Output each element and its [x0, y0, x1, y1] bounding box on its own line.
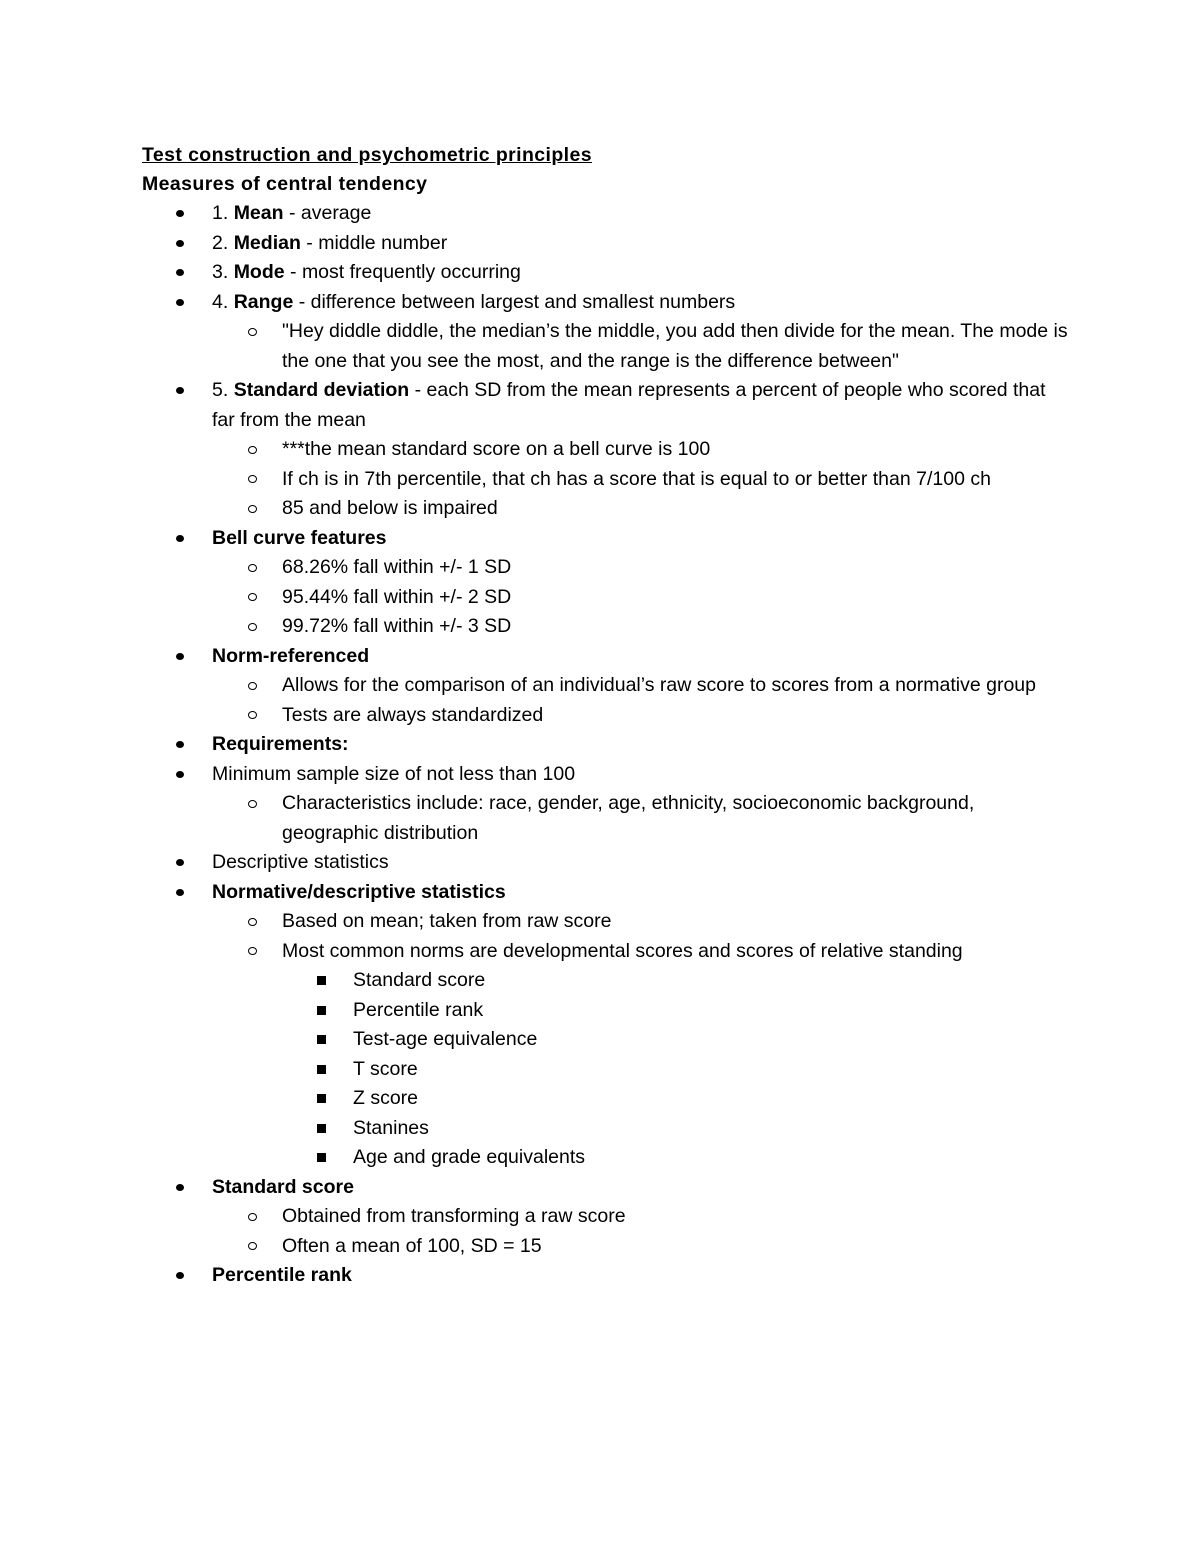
bullet-disc-icon — [176, 199, 184, 229]
bullet-disc-icon — [176, 642, 184, 672]
list-item-level-2 — [142, 494, 1072, 524]
bullet-circle-icon — [248, 701, 257, 731]
bullet-circle-icon — [248, 937, 257, 967]
bullet-circle-icon — [248, 583, 257, 613]
bullet-square-icon — [317, 966, 326, 996]
bullet-square-icon — [317, 1143, 326, 1173]
list-item-level-3 — [142, 1055, 1072, 1085]
item-number: 5. — [212, 379, 234, 401]
list-item-level-1 — [142, 524, 1072, 554]
bullet-disc-icon — [176, 1261, 184, 1291]
item-term: Range — [233, 290, 294, 313]
item-text: Stanines — [353, 1116, 429, 1139]
item-text: Percentile rank — [353, 998, 484, 1021]
list-item-level-1 — [142, 288, 1072, 318]
bullet-disc-icon — [176, 1173, 184, 1203]
bullet-circle-icon — [248, 317, 257, 347]
list-item-level-2 — [142, 435, 1072, 465]
list-item-level-1 — [142, 642, 1072, 672]
item-term: Mean — [233, 202, 284, 224]
list-item-level-1 — [142, 1173, 1072, 1203]
bullet-circle-icon — [248, 1202, 257, 1232]
item-term: Median — [233, 231, 301, 254]
list-item-level-2 — [142, 789, 1072, 848]
list-item-level-2 — [142, 1202, 1072, 1232]
bullet-circle-icon — [248, 907, 257, 937]
list-item-level-2 — [142, 907, 1072, 937]
item-text: Age and grade equivalents — [353, 1146, 586, 1168]
bullet-disc-icon — [176, 730, 184, 760]
item-text: If ch is in 7th percentile, that ch has a score that is equal to or better than 7/100 ch — [282, 467, 991, 490]
document-page — [142, 141, 1072, 1291]
item-text: Based on mean; taken from raw score — [282, 910, 612, 932]
item-text: Characteristics include: race, gender, age, ethnicity, socioeconomic background, geographic distribution — [282, 792, 975, 844]
item-term: Standard score — [212, 1175, 354, 1198]
item-term: Requirements: — [212, 733, 349, 755]
list-item-level-2 — [142, 317, 1072, 376]
item-text: - difference between largest and smallest numbers — [293, 290, 736, 313]
list-item-level-1 — [142, 229, 1072, 259]
list-item-level-2 — [142, 701, 1072, 731]
item-number: 3. — [212, 261, 234, 283]
item-text: - middle number — [300, 231, 448, 254]
bullet-disc-icon — [176, 288, 184, 318]
item-text: - average — [283, 202, 372, 224]
list-item-level-1 — [142, 878, 1072, 908]
section-heading: Measures of central tendency — [142, 173, 428, 195]
bullet-disc-icon — [176, 760, 184, 790]
list-item-level-3 — [142, 1084, 1072, 1114]
bullet-disc-icon — [176, 376, 184, 406]
item-text: "Hey diddle diddle, the median’s the middle, you add then divide for the mean. The mode is the one that you see the most, and the range is the difference between" — [282, 320, 1068, 372]
list-item-level-3 — [142, 1143, 1072, 1173]
item-text: 95.44% fall within +/- 2 SD — [282, 585, 512, 608]
item-text: 68.26% fall within +/- 1 SD — [282, 556, 512, 578]
item-text: Tests are always standardized — [282, 703, 544, 726]
item-term: Standard deviation — [233, 379, 410, 401]
item-term: Percentile rank — [212, 1264, 352, 1286]
list-item-level-2 — [142, 583, 1072, 613]
list-item-level-2 — [142, 1232, 1072, 1262]
item-term: Normative/descriptive statistics — [212, 880, 506, 903]
bullet-circle-icon — [248, 789, 257, 819]
list-item-level-3 — [142, 1114, 1072, 1144]
list-item-level-2 — [142, 937, 1072, 967]
list-item-level-3 — [142, 996, 1072, 1026]
list-item-level-2 — [142, 612, 1072, 642]
document-title: Test construction and psychometric principles — [142, 144, 592, 166]
item-text: Most common norms are developmental scores and scores of relative standing — [282, 939, 963, 962]
bullet-disc-icon — [176, 848, 184, 878]
item-text: - most frequently occurring — [284, 261, 521, 283]
item-text: Test-age equivalence — [353, 1028, 538, 1050]
list-item-level-2 — [142, 671, 1072, 701]
list-item-level-1 — [142, 730, 1072, 760]
list-item-level-2 — [142, 553, 1072, 583]
bullet-list — [142, 199, 1072, 1291]
list-item-level-2 — [142, 465, 1072, 495]
bullet-circle-icon — [248, 1232, 257, 1262]
list-item-level-1 — [142, 760, 1072, 790]
item-text: Allows for the comparison of an individual’s raw score to scores from a normative group — [282, 674, 1036, 696]
bullet-circle-icon — [248, 465, 257, 495]
list-item-level-1 — [142, 848, 1072, 878]
bullet-disc-icon — [176, 878, 184, 908]
item-text: Standard score — [353, 969, 486, 991]
item-text: Descriptive statistics — [212, 851, 389, 873]
list-item-level-1 — [142, 376, 1072, 435]
item-text: Often a mean of 100, SD = 15 — [282, 1234, 542, 1257]
bullet-disc-icon — [176, 524, 184, 554]
bullet-circle-icon — [248, 612, 257, 642]
bullet-circle-icon — [248, 435, 257, 465]
item-text: Obtained from transforming a raw score — [282, 1205, 626, 1227]
item-text: 85 and below is impaired — [282, 497, 498, 519]
item-text: Minimum sample size of not less than 100 — [212, 762, 576, 785]
item-term: Norm-referenced — [212, 644, 370, 667]
list-item-level-3 — [142, 1025, 1072, 1055]
item-text: T score — [353, 1057, 418, 1080]
bullet-disc-icon — [176, 229, 184, 259]
bullet-square-icon — [317, 1055, 326, 1085]
list-item-level-1 — [142, 258, 1072, 288]
list-item-level-1 — [142, 199, 1072, 229]
item-number: 2. — [212, 231, 234, 254]
bullet-circle-icon — [248, 553, 257, 583]
item-term: Bell curve features — [212, 526, 387, 549]
list-item-level-3 — [142, 966, 1072, 996]
list-item-level-1 — [142, 1261, 1072, 1291]
bullet-square-icon — [317, 1084, 326, 1114]
bullet-square-icon — [317, 1025, 326, 1055]
bullet-circle-icon — [248, 671, 257, 701]
bullet-square-icon — [317, 1114, 326, 1144]
item-term: Mode — [233, 261, 285, 283]
item-number: 4. — [212, 290, 234, 313]
item-text: Z score — [353, 1087, 419, 1109]
item-text: ***the mean standard score on a bell curve is 100 — [282, 438, 711, 460]
item-text: - each SD from the mean represents a percent of people who scored that far from the mean — [212, 379, 1046, 431]
bullet-square-icon — [317, 996, 326, 1026]
item-text: 99.72% fall within +/- 3 SD — [282, 615, 512, 637]
item-number: 1. — [212, 202, 234, 224]
bullet-circle-icon — [248, 494, 257, 524]
bullet-disc-icon — [176, 258, 184, 288]
